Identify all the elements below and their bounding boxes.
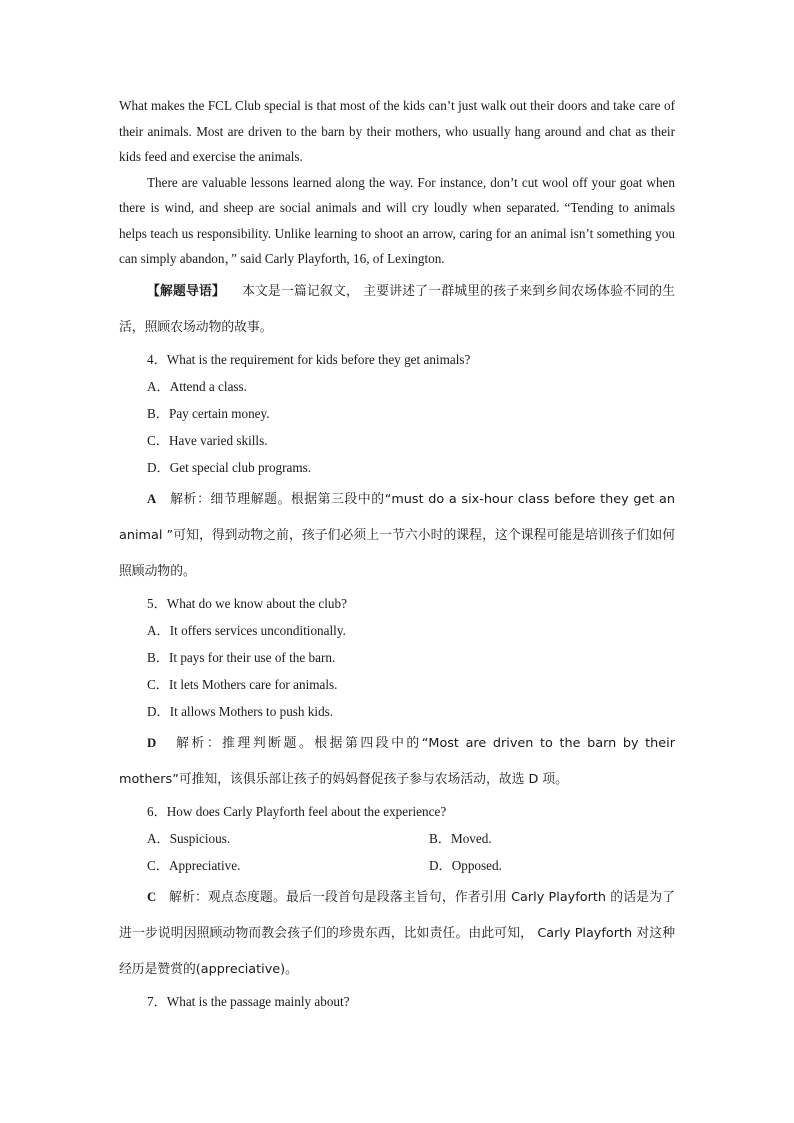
document-page xyxy=(119,93,675,1015)
question-stem: 5．What do we know about the club? xyxy=(147,595,347,611)
option-d: D．It allows Mothers to push kids. xyxy=(147,703,334,719)
question-5 xyxy=(119,590,675,798)
options-row-1 xyxy=(119,825,675,852)
question-stem: 4．What is the requirement for kids before they get animals? xyxy=(147,351,471,367)
guide-paragraph xyxy=(119,274,675,346)
question-7 xyxy=(119,988,675,1015)
answer-analysis xyxy=(119,879,675,988)
question-stem: 6．How does Carly Playforth feel about the experience? xyxy=(147,803,447,819)
option-c: C．It lets Mothers care for animals. xyxy=(147,676,338,692)
guide-tag: 【解题导语】 xyxy=(147,283,225,299)
option-d: D．Get special club programs. xyxy=(147,459,312,475)
passage-paragraph-1: What makes the FCL Club special is that most of the kids can’t just walk out their doors and take care of their animals. Most are driven to the barn by their mothers, who usually hang around and chat as their kids feed and exercise the animals. xyxy=(119,98,675,164)
option-c: C．Have varied skills. xyxy=(147,432,268,448)
option-a: A．It offers services unconditionally. xyxy=(147,622,346,638)
answer-letter: A xyxy=(147,491,157,506)
answer-analysis xyxy=(119,725,675,798)
question-stem: 7．What is the passage mainly about? xyxy=(147,993,350,1009)
option-b: B．Moved. xyxy=(429,830,492,846)
options-row-2 xyxy=(119,852,675,879)
option-a: A．Suspicious. xyxy=(147,830,231,846)
passage-paragraph-2: There are valuable lessons learned along the way. For instance, don’t cut wool off your goat when there is wind, and sheep are social animals and will cry loudly when separated. “Tending to animals helps teach us responsibility. Unlike learning to shoot an arrow, caring for an animal isn’t something you can simply abandon，” said Carly Playforth, 16, of Lexington. xyxy=(119,174,675,266)
answer-letter: C xyxy=(147,889,157,904)
analysis-text: 解析：推理判断题。根据第四段中的“Most are driven to the barn by their mothers”可推知，该俱乐部让孩子的妈妈督促孩子参与农场活动，故选 D 项。 xyxy=(119,735,675,787)
question-6 xyxy=(119,798,675,988)
option-b: B．Pay certain money. xyxy=(147,405,270,421)
analysis-text: 解析：观点态度题。最后一段首句是段落主旨句，作者引用 Carly Playforth 的话是为了进一步说明因照顾动物而教会孩子们的珍贵东西，比如责任。由此可知， Carly Playforth 对这种经历是赞赏的(appreciative)。 xyxy=(119,889,675,977)
option-d: D．Opposed. xyxy=(429,857,502,873)
guide-text: 本文是一篇记叙文， 主要讲述了一群城里的孩子来到乡间农场体验不同的生活，照顾农场动物的故事。 xyxy=(119,283,675,335)
answer-letter: D xyxy=(147,735,157,750)
analysis-text: 解析：细节理解题。根据第三段中的“must do a six-hour class before they get an animal ”可知，得到动物之前，孩子们必须上一节六小时的课程，这个课程可能是培训孩子们如何照顾动物的。 xyxy=(119,491,675,579)
question-4 xyxy=(119,346,675,590)
option-b: B．It pays for their use of the barn. xyxy=(147,649,336,665)
option-a: A．Attend a class. xyxy=(147,378,247,394)
answer-analysis xyxy=(119,481,675,590)
option-c: C．Appreciative. xyxy=(147,857,241,873)
